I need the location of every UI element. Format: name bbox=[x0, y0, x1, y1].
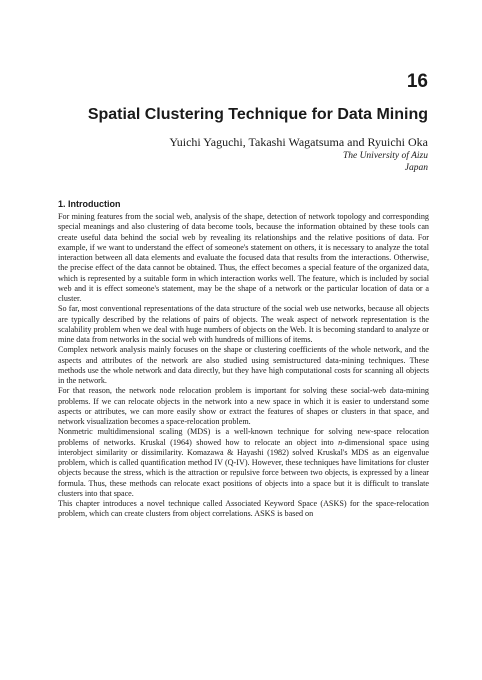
paragraph: For that reason, the network node relocation problem is important for solving these social-web data-mining problems. If we can relocate objects in the network into a new space in which it is easier to understand some aspects or attributes, we can more easily show or extract the features of shapes or clusters in that space, and network visualization becomes a space-relocation problem. bbox=[58, 386, 429, 426]
paragraph-text: Nonmetric multidimensional scaling (MDS) is a well-known technique for solving new-space relocation problems of networks. Kruskal (1964) showed how to relocate an object into bbox=[58, 427, 429, 447]
paragraph: Complex network analysis mainly focuses on the shape or clustering coefficients of the whole network, and the aspects and attributes of the network are also studied using semistructured data-mining techniques. These methods use the whole network and data directly, but they have high computational costs for scanning all objects in the network. bbox=[58, 345, 429, 385]
paragraph: For mining features from the social web, analysis of the shape, detection of network topology and corresponding special meanings and also clustering of data become tools, because the information obtained by these tools can create useful data behind the social web by revealing its relationships and the relative positions of data. For example, if we want to understand the effect of someone's statement on others, it is necessary to analyze the total interaction between all data elements and evaluate the focused data that results from the interactions. Otherwise, the precise effect of the data cannot be obtained. Thus, the effect becomes a special feature of the organized data, which is represented by a suitable form in which interaction works well. The feature, which is included by social web and it is effect someone's statement, may be the shape of a network or the particular location of data or a cluster. bbox=[58, 212, 429, 303]
chapter-title: Spatial Clustering Technique for Data Mining bbox=[87, 106, 428, 123]
paragraph: This chapter introduces a novel technique called Associated Keyword Space (ASKS) for the space-relocation problem, which can create clusters from object correlations. ASKS is based on bbox=[58, 499, 429, 519]
paragraph bbox=[58, 427, 429, 499]
body-text bbox=[58, 212, 429, 520]
affiliation: The University of Aizu bbox=[342, 151, 428, 161]
chapter-number: 16 bbox=[406, 71, 428, 92]
section-heading: 1. Introduction bbox=[58, 199, 121, 209]
paragraph-italic: n bbox=[338, 437, 343, 447]
paragraph: So far, most conventional representations of the data structure of the social web use networks, because all objects are typically described by the relations of pairs of objects. The weak aspect of network representation is the scalability problem when we deal with huge numbers of objects on the Web. It is becoming standard to analyze or mine data from networks in the social web with hundreds of millions of items. bbox=[58, 304, 429, 344]
paragraph-text: -dimensional space using interobject similarity or dissimilarity. Komazawa & Hayashi (1982) solved Kruskal's MDS as an eigenvalue problem, which is called quantification method IV (Q-IV). However, these techniques have limitations for cluster objects because the stress, which is the attraction or repulsive force between two objects, is expressed by a linear formula. Thus, these methods can relocate exact positions of objects into a space but it is difficult to translate clusters into that space. bbox=[58, 437, 430, 498]
author-block bbox=[169, 135, 428, 174]
author-names: Yuichi Yaguchi, Takashi Wagatsuma and Ryuichi Oka bbox=[169, 135, 428, 149]
affiliation-country: Japan bbox=[404, 163, 428, 173]
